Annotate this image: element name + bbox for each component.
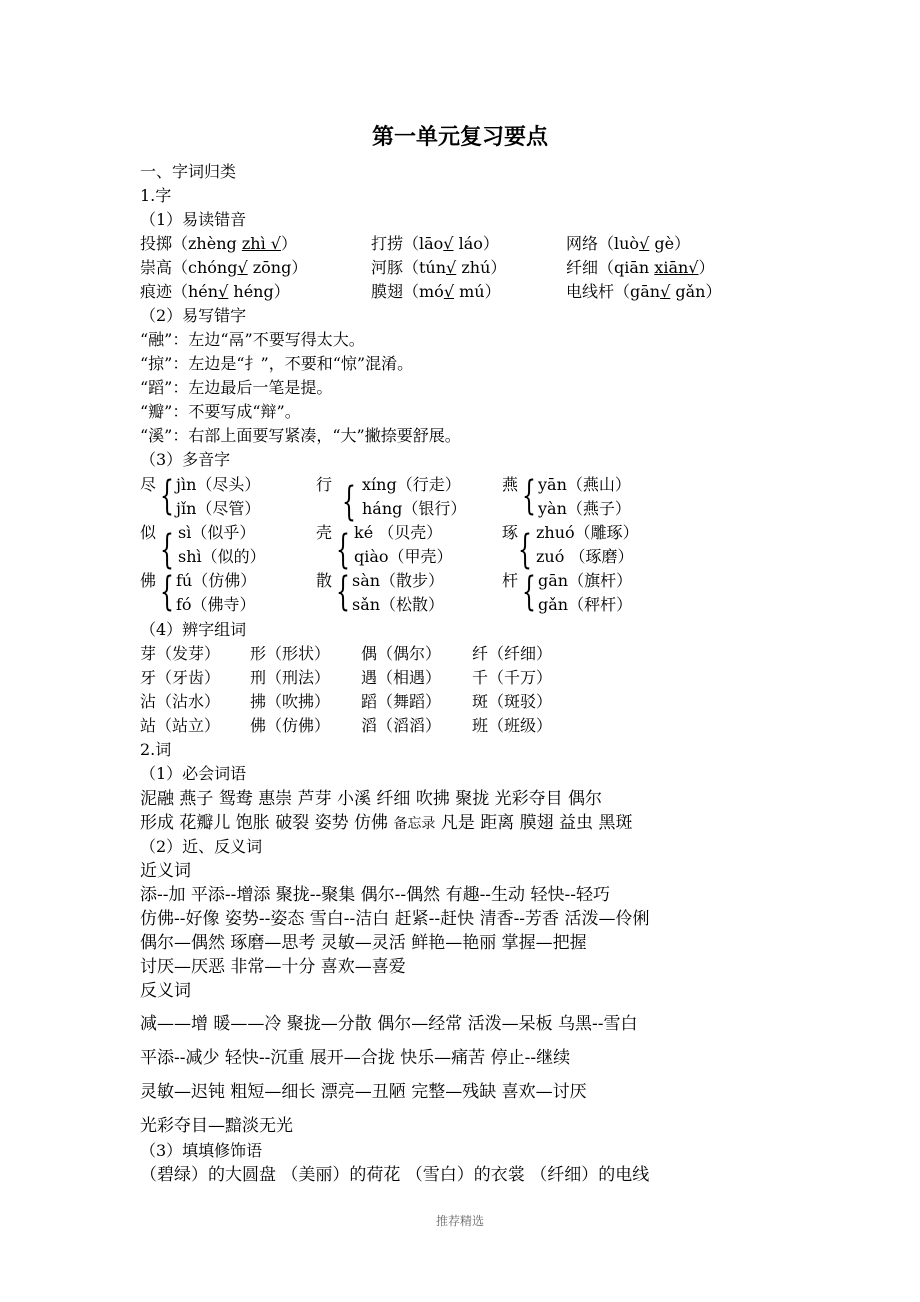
poly-reading: jǐn（尽管）: [176, 499, 261, 518]
dist-cell: 蹈（舞蹈）: [361, 692, 442, 711]
poly-char: 似: [140, 523, 157, 542]
dist-cell: 站（站立）: [140, 716, 221, 735]
dist-cell: 拂（吹拂）: [250, 692, 331, 711]
group-heading: 反义词: [140, 981, 191, 1001]
word-list: 泥融 燕子 鸳鸯 惠崇 芦芽 小溪 纤细 吹拂 聚拢 光彩夺目 偶尔: [140, 789, 603, 809]
dist-cell: 班（班级）: [472, 716, 553, 735]
poly-char: 佛: [140, 571, 157, 590]
page-footer: 推荐精选: [435, 1214, 484, 1228]
subsection-heading: 1.字: [140, 186, 172, 205]
pron-item: 纤细（qiān xiān√）: [566, 258, 715, 277]
item-heading: （1）必会词语: [140, 764, 247, 783]
section-heading: 一、字词归类: [140, 162, 237, 181]
group-heading: 近义词: [140, 861, 191, 881]
poly-char: 尽: [140, 475, 157, 494]
poly-reading: gǎn（秤杆）: [538, 595, 633, 614]
dist-cell: 遇（相遇）: [361, 668, 442, 687]
pron-item: 网络（luò√ gè）: [566, 234, 691, 253]
item-heading: （4）辨字组词: [140, 620, 247, 639]
poly-reading: sǎn（松散）: [352, 595, 445, 614]
poly-char: 琢: [502, 523, 519, 542]
pron-item: 膜翅（mó√ mú）: [371, 282, 501, 301]
brace-icon: {: [522, 569, 536, 615]
brace-icon: {: [518, 527, 532, 573]
antonym-line: 灵敏—迟钝 粗短—细长 漂亮—丑陋 完整—残缺 喜欢—讨厌: [140, 1082, 587, 1102]
dist-cell: 刑（刑法）: [250, 668, 331, 687]
synonym-line: 讨厌—厌恶 非常—十分 喜欢—喜爱: [140, 957, 406, 977]
dist-cell: 佛（仿佛）: [250, 716, 331, 735]
pron-item: 电线杆（gān√ gǎn）: [566, 282, 722, 301]
poly-reading: xíng（行走）: [362, 475, 461, 494]
error-note: “溪”：右部上面要写紧凑，“大”撇捺要舒展。: [140, 426, 461, 445]
dist-cell: 牙（牙齿）: [140, 668, 221, 687]
item-heading: （2）易写错字: [140, 306, 247, 325]
poly-reading: sì（似乎）: [178, 523, 256, 542]
poly-reading: háng（银行）: [362, 499, 467, 518]
poly-reading: ké （贝壳）: [354, 523, 443, 542]
poly-reading: jìn（尽头）: [176, 475, 261, 494]
item-heading: （1）易读错音: [140, 210, 247, 229]
poly-char: 燕: [502, 475, 519, 494]
synonym-line: 仿佛--好像 姿势--姿态 雪白--洁白 赶紧--赶快 清香--芳香 活泼—伶俐: [140, 909, 650, 929]
antonym-line: 平添--减少 轻快--沉重 展开—合拢 快乐—痛苦 停止--继续: [140, 1048, 571, 1068]
poly-char: 杆: [502, 571, 519, 590]
modifier-line: （碧绿）的大圆盘 （美丽）的荷花 （雪白）的衣裳 （纤细）的电线: [140, 1165, 650, 1185]
dist-cell: 滔（滔滔）: [361, 716, 442, 735]
poly-reading: yān（燕山）: [538, 475, 631, 494]
page-title: 第一单元复习要点: [371, 125, 548, 150]
brace-icon: {: [522, 473, 536, 519]
subsection-heading: 2.词: [140, 740, 172, 759]
antonym-line: 减——增 暖——冷 聚拢—分散 偶尔—经常 活泼—呆板 乌黑--雪白: [140, 1014, 638, 1034]
item-heading: （3）多音字: [140, 450, 231, 469]
dist-cell: 纤（纤细）: [472, 644, 553, 663]
word-list: 形成 花瓣儿 饱胀 破裂 姿势 仿佛 备忘录 凡是 距离 膜翅 益虫 黑斑: [140, 813, 633, 833]
poly-char: 行: [316, 475, 333, 494]
poly-reading: fó（佛寺）: [176, 595, 256, 614]
brace-icon: {: [336, 569, 350, 615]
error-note: “瓣”：不要写成“辩”。: [140, 402, 301, 421]
error-note: “掠”：左边是“扌”，不要和“惊”混淆。: [140, 354, 414, 373]
error-note: “融”：左边“鬲”不要写得太大。: [140, 330, 365, 349]
poly-char: 壳: [316, 523, 333, 542]
poly-reading: sàn（散步）: [352, 571, 445, 590]
poly-reading: yàn（燕子）: [538, 499, 631, 518]
antonym-line: 光彩夺目—黯淡无光: [140, 1116, 293, 1136]
poly-char: 散: [316, 571, 333, 590]
synonym-line: 偶尔—偶然 琢磨—思考 灵敏—灵活 鲜艳—艳丽 掌握—把握: [140, 933, 587, 953]
poly-reading: fú（仿佛）: [176, 571, 257, 590]
error-note: “蹈”：左边最后一笔是提。: [140, 378, 333, 397]
poly-reading: zuó （琢磨）: [536, 547, 634, 566]
poly-reading: qiào（甲壳）: [354, 547, 453, 566]
brace-icon: {: [160, 527, 174, 573]
poly-reading: shì（似的）: [178, 547, 266, 566]
poly-reading: zhuó（雕琢）: [536, 523, 639, 542]
pron-item: 崇高（chóng√ zōng）: [140, 258, 308, 277]
dist-cell: 沾（沾水）: [140, 692, 221, 711]
pron-item: 河豚（tún√ zhú）: [371, 258, 507, 277]
item-heading: （2）近、反义词: [140, 837, 263, 856]
dist-cell: 芽（发芽）: [140, 644, 221, 663]
dist-cell: 偶（偶尔）: [361, 644, 442, 663]
brace-icon: {: [342, 479, 356, 525]
brace-icon: {: [160, 569, 174, 615]
pron-item: 打捞（lāo√ láo）: [371, 234, 499, 253]
brace-icon: {: [160, 473, 174, 519]
item-heading: （3）填填修饰语: [140, 1141, 263, 1160]
dist-cell: 千（千万）: [472, 668, 553, 687]
dist-cell: 形（形状）: [250, 644, 331, 663]
pron-item: 痕迹（hén√ héng）: [140, 282, 290, 301]
pron-item: 投掷（zhèng zhì √）: [140, 234, 297, 253]
brace-icon: {: [336, 527, 350, 573]
synonym-line: 添--加 平添--增添 聚拢--聚集 偶尔--偶然 有趣--生动 轻快--轻巧: [140, 885, 610, 905]
poly-reading: gān（旗杆）: [538, 571, 633, 590]
dist-cell: 斑（斑驳）: [472, 692, 553, 711]
